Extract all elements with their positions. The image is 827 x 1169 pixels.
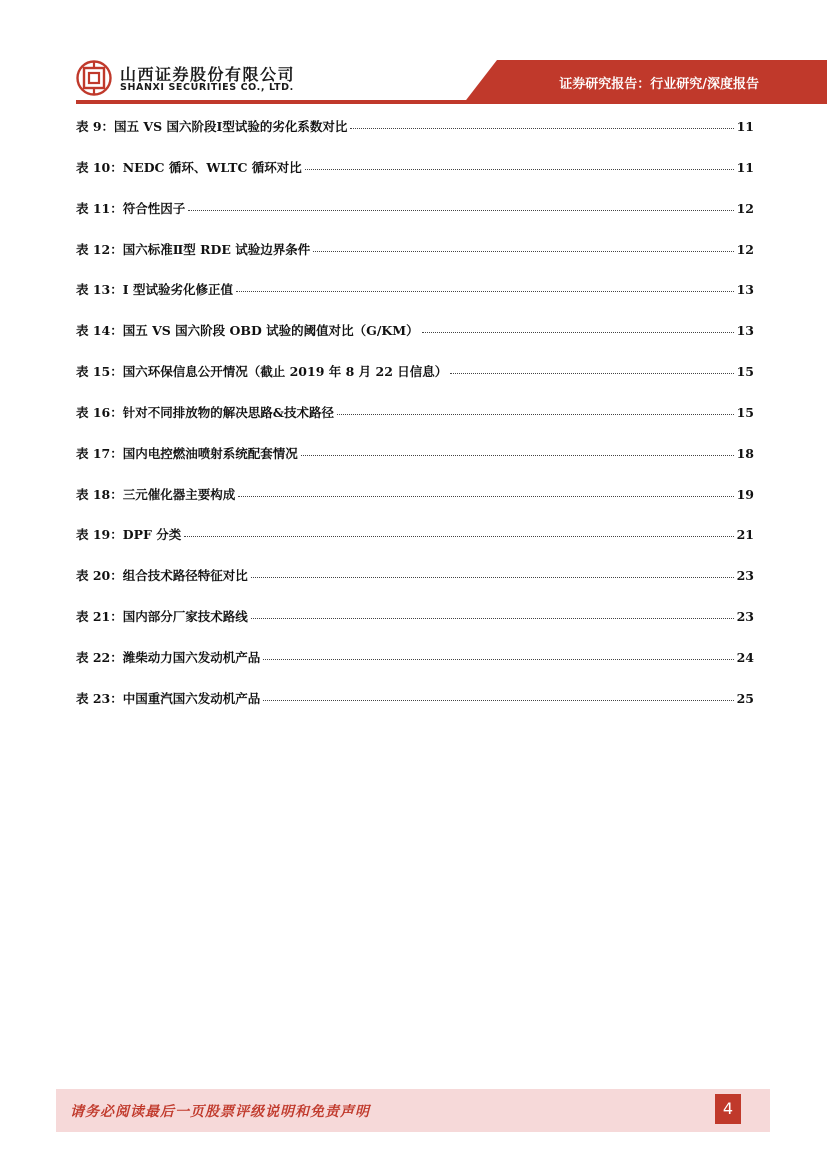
toc-leader-dots <box>184 535 733 537</box>
toc-entry-title: 表 18：三元催化器主要构成 <box>76 486 236 502</box>
toc-entry-page: 21 <box>736 527 754 543</box>
toc-entry-page: 13 <box>736 282 754 298</box>
toc-entry-page: 25 <box>736 690 754 706</box>
toc-entry-page: 15 <box>736 364 754 380</box>
toc-entry[interactable] <box>76 566 754 607</box>
toc-entry[interactable] <box>76 199 754 240</box>
toc-leader-dots <box>236 290 734 292</box>
toc-leader-dots <box>337 413 734 415</box>
toc-leader-dots <box>422 331 734 333</box>
toc-entry-page: 11 <box>736 159 754 175</box>
toc-entry-page: 15 <box>736 404 754 420</box>
toc-entry-title: 表 13：I 型试验劣化修正值 <box>76 282 233 298</box>
table-of-contents <box>76 117 754 730</box>
page-number-badge: 4 <box>715 1094 741 1124</box>
toc-entry-page: 23 <box>736 568 754 584</box>
toc-entry-page: 19 <box>736 486 754 502</box>
toc-entry[interactable] <box>76 525 754 566</box>
toc-entry-page: 13 <box>736 323 754 339</box>
toc-entry[interactable] <box>76 403 754 444</box>
toc-entry-title: 表 15：国六环保信息公开情况（截止 2019 年 8 月 22 日信息） <box>76 364 448 380</box>
toc-leader-dots <box>251 576 734 578</box>
toc-entry-page: 24 <box>736 649 754 665</box>
page-header <box>0 0 827 104</box>
toc-entry-title: 表 10：NEDC 循环、WLTC 循环对比 <box>76 159 302 175</box>
toc-entry-title: 表 19：DPF 分类 <box>76 527 182 543</box>
toc-leader-dots <box>251 617 734 619</box>
disclaimer-text: 请务必阅读最后一页股票评级说明和免责声明 <box>70 1104 370 1120</box>
toc-entry[interactable] <box>76 321 754 362</box>
toc-entry[interactable] <box>76 117 754 158</box>
toc-entry-page: 18 <box>736 445 754 461</box>
page-footer <box>56 1089 770 1132</box>
toc-entry[interactable] <box>76 607 754 648</box>
company-name-en: SHANXI SECURITIES CO., LTD. <box>120 82 294 93</box>
toc-entry-title: 表 16：针对不同排放物的解决思路&技术路径 <box>76 404 335 420</box>
toc-entry-title: 表 20：组合技术路径特征对比 <box>76 568 248 584</box>
toc-leader-dots <box>450 372 733 374</box>
company-logo-icon <box>76 60 112 96</box>
toc-entry-page: 11 <box>736 119 754 134</box>
toc-entry-title: 表 11：符合性因子 <box>76 200 186 216</box>
toc-leader-dots <box>263 699 733 701</box>
toc-entry[interactable] <box>76 240 754 281</box>
toc-entry-title: 表 23：中国重汽国六发动机产品 <box>76 690 261 706</box>
toc-leader-dots <box>188 209 733 211</box>
toc-entry[interactable] <box>76 158 754 199</box>
toc-leader-dots <box>350 127 733 129</box>
toc-entry[interactable] <box>76 362 754 403</box>
toc-entry-title: 表 14：国五 VS 国六阶段 OBD 试验的阈值对比（G/KM） <box>76 323 419 339</box>
toc-entry[interactable] <box>76 280 754 321</box>
toc-entry-title: 表 17：国内电控燃油喷射系统配套情况 <box>76 445 298 461</box>
toc-entry-title: 表 21：国内部分厂家技术路线 <box>76 609 248 625</box>
toc-leader-dots <box>301 454 734 456</box>
toc-leader-dots <box>263 658 733 660</box>
toc-entry-page: 23 <box>736 609 754 625</box>
toc-entry-title: 表 22：潍柴动力国六发动机产品 <box>76 649 261 665</box>
toc-leader-dots <box>313 250 733 252</box>
toc-entry[interactable] <box>76 485 754 526</box>
toc-entry[interactable] <box>76 648 754 689</box>
toc-entry-title: 表 12：国六标准Ⅱ型 RDE 试验边界条件 <box>76 241 311 257</box>
toc-entry-page: 12 <box>736 241 754 257</box>
toc-entry-page: 12 <box>736 200 754 216</box>
toc-entry[interactable] <box>76 689 754 730</box>
toc-entry-title: 表 9：国五 VS 国六阶段Ⅰ型试验的劣化系数对比 <box>76 119 348 134</box>
report-type-label: 证券研究报告：行业研究/深度报告 <box>559 77 759 92</box>
toc-entry[interactable] <box>76 444 754 485</box>
toc-leader-dots <box>305 168 734 170</box>
toc-leader-dots <box>238 495 733 497</box>
company-name-cn: 山西证券股份有限公司 <box>120 65 296 84</box>
